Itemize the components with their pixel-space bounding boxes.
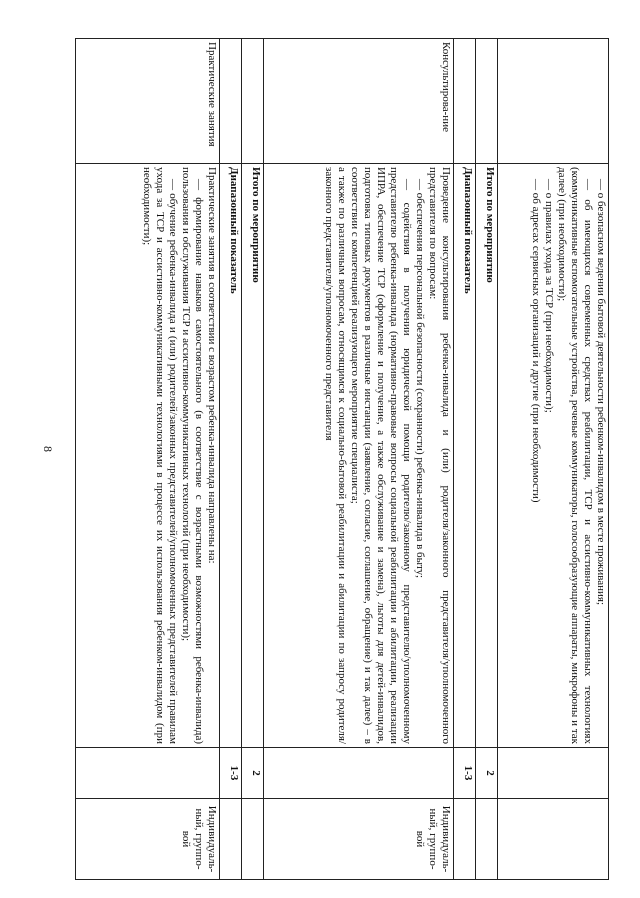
count-cell [498,748,609,799]
table-row [476,39,498,880]
range-label: Диапазонный показатель [220,164,242,748]
total-value: 2 [476,748,498,799]
activity-name: Консультирова-ние [264,39,454,164]
range-value: 1-3 [454,748,476,799]
form-value: Индивидуаль-ный, группо-вой [264,799,454,880]
rotated-page [75,38,609,880]
activity-content-cell [76,164,220,748]
form-value: Индивидуаль-ный, группо-вой [76,799,220,880]
list-item: — об адресах сервисных организаций и другие (при необходимости) [530,179,542,503]
paragraph: а также по различным вопросам, относящимся к социально-бытовой реабилитации и абилитации по запросу родителя/законного представителя/уполномоченного представителя [323,167,348,744]
paragraph: Практические занятия в соответствии с возрастом ребенка-инвалида направлены на: [206,167,218,564]
rehabilitation-table [75,38,609,880]
range-value: 1-3 [220,748,242,799]
list-item: — о безопасном ведении бытовой деятельности ребенком-инвалидом в месте проживания; [595,179,607,606]
activity-name: Практические занятия [76,39,220,164]
table-row [242,39,264,880]
table-row [498,39,609,880]
activity-content-cell [498,164,609,748]
range-label: Диапазонный показатель [454,164,476,748]
form-cell [498,799,609,880]
list-item: — о правилах ухода за ТСР (при необходимости); [543,179,555,413]
paragraph: Проведение консультирования ребенка-инвалида и (или) родителя/законного представителя/уполномоченного представителя по вопросам: [427,167,452,744]
activity-name-cell [498,39,609,164]
list-item: — обеспечения персональной безопасности (сохранности) ребенка-инвалида в быту; [414,179,426,579]
table-row [454,39,476,880]
page-number: 8 [41,446,55,452]
table-row [220,39,242,880]
total-label: Итого по мероприятию [476,164,498,748]
total-value: 2 [242,748,264,799]
total-label: Итого по мероприятию [242,164,264,748]
table-row [264,39,454,880]
table-row [76,39,220,880]
list-item: — обучение ребенка-инвалида и (или) родителей/законных представителей/уполномоченных представителей правилам ухода за ТСР и ассистивно-коммуникативными технологиями в процессе их использования ребенком-инвалидом (при необходимости); [141,167,179,744]
list-item: — формирование навыков самостоятельного (в соответствие с возрастными возможностями ребенка-инвалида) пользования и обслуживания ТСР и ассистивно-коммуникативных технологий (при необходимости); [180,167,205,744]
list-item: — содействия в получении юридической помощи родителю/законному представителю/уполномоченному представителю ребенка-инвалида (нормативно-правовые вопросы социальной реабилитации и абилитации, реализации ИПРА, обеспечение ТСР (оформление и получение, а также обслуживание и замена), льготы для детей-инвалидов, подготовка типовых документов в различные инстанции (заявление, согласие, соглашение, обращение) и так далее) – в соответствии с компетенцией реализующего мероприятие специалиста; [349,167,413,744]
list-item: — об имеющихся современных средствах реабилитации, ТСР и ассистивно-коммуникативных технологиях (коммуникативные вспомогательные устройства, речевые коммуникаторы, голосообразующие аппараты, микрофоны и так далее) (при необходимости); [556,167,594,744]
activity-content-cell [264,164,454,748]
